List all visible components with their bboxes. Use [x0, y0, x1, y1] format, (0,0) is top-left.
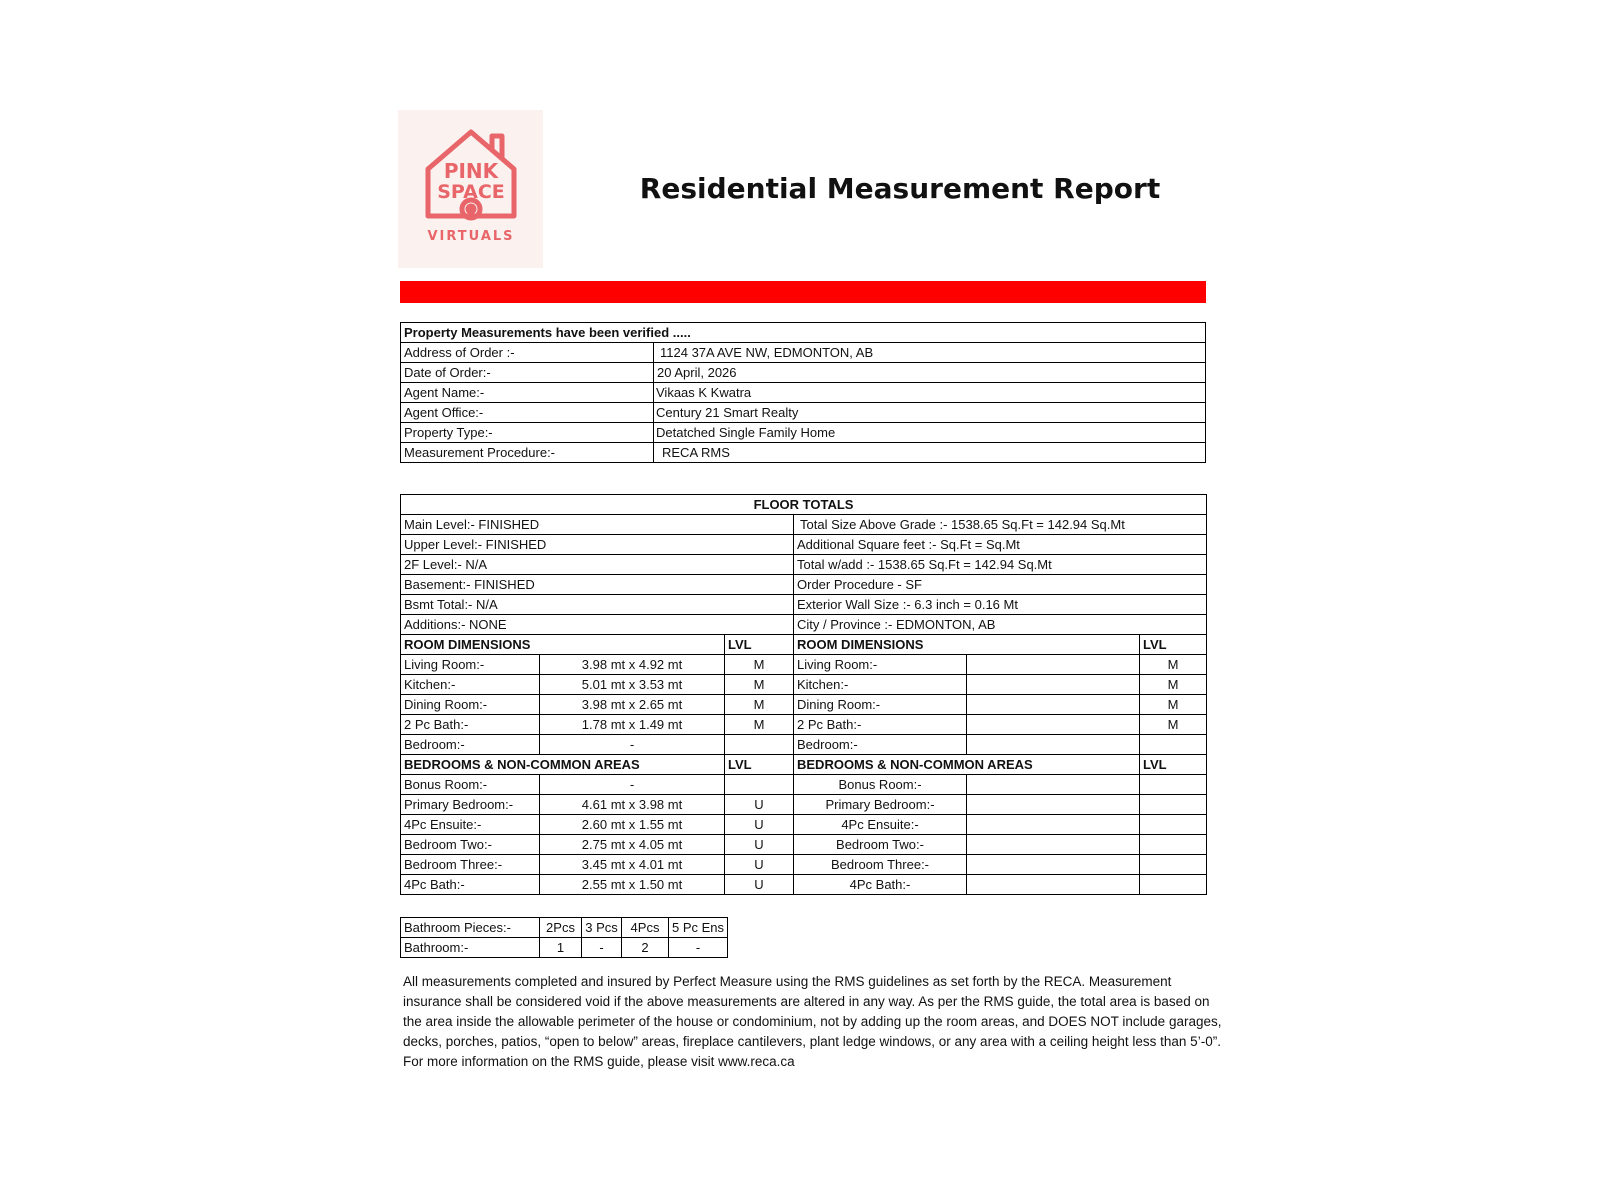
- room-dims: 4.61 mt x 3.98 mt: [540, 795, 725, 815]
- table-row: [401, 875, 1207, 895]
- bath-col-header: 3 Pcs: [582, 918, 622, 938]
- lvl-header: LVL: [1140, 635, 1207, 655]
- floor-right: Order Procedure - SF: [794, 575, 1207, 595]
- row-value: Detatched Single Family Home: [654, 423, 1206, 443]
- room-dims: [967, 775, 1140, 795]
- room-lvl: [1140, 855, 1207, 875]
- room-dims: 3.98 mt x 2.65 mt: [540, 695, 725, 715]
- room-name: Bedroom:-: [401, 735, 540, 755]
- table-row: [401, 815, 1207, 835]
- floor-right: Total Size Above Grade :- 1538.65 Sq.Ft = 142.94 Sq.Mt: [794, 515, 1207, 535]
- table-row: [401, 443, 1206, 463]
- logo-text-pink: PINK: [443, 159, 498, 183]
- room-lvl: [1140, 775, 1207, 795]
- table-row: [401, 515, 1207, 535]
- row-label: Date of Order:-: [401, 363, 654, 383]
- room-name: Bedroom Two:-: [794, 835, 967, 855]
- row-value: Vikaas K Kwatra: [654, 383, 1206, 403]
- room-name: Primary Bedroom:-: [794, 795, 967, 815]
- bath-col-header: 5 Pc Ens: [669, 918, 728, 938]
- room-name: Bedroom:-: [794, 735, 967, 755]
- verification-table: [400, 322, 1206, 463]
- room-name: Living Room:-: [794, 655, 967, 675]
- table-row: [401, 715, 1207, 735]
- room-dims: -: [540, 775, 725, 795]
- lvl-header: LVL: [1140, 755, 1207, 775]
- house-logo-icon: [416, 124, 526, 254]
- room-lvl: M: [1140, 675, 1207, 695]
- floor-left: Bsmt Total:- N/A: [401, 595, 794, 615]
- floor-right: City / Province :- EDMONTON, AB: [794, 615, 1207, 635]
- room-dims: [967, 735, 1140, 755]
- room-name: 2 Pc Bath:-: [401, 715, 540, 735]
- room-dims: 3.98 mt x 4.92 mt: [540, 655, 725, 675]
- bedrooms-header: BEDROOMS & NON-COMMON AREAS: [794, 755, 1140, 775]
- bath-value: 2: [622, 938, 669, 958]
- table-row: [401, 595, 1207, 615]
- table-row: [401, 755, 1207, 775]
- room-dims: 2.75 mt x 4.05 mt: [540, 835, 725, 855]
- lvl-header: LVL: [725, 755, 794, 775]
- row-value: Century 21 Smart Realty: [654, 403, 1206, 423]
- floor-right: Exterior Wall Size :- 6.3 inch = 0.16 Mt: [794, 595, 1207, 615]
- room-name: 4Pc Ensuite:-: [401, 815, 540, 835]
- room-dims: [967, 855, 1140, 875]
- table-row: [401, 635, 1207, 655]
- room-name: 4Pc Ensuite:-: [794, 815, 967, 835]
- row-value: 20 April, 2026: [654, 363, 1206, 383]
- room-name: 4Pc Bath:-: [401, 875, 540, 895]
- room-name: Dining Room:-: [401, 695, 540, 715]
- room-lvl: U: [725, 815, 794, 835]
- table-row: [401, 423, 1206, 443]
- row-label: Property Type:-: [401, 423, 654, 443]
- room-name: Bedroom Three:-: [401, 855, 540, 875]
- floor-left: Upper Level:- FINISHED: [401, 535, 794, 555]
- room-dims: [967, 675, 1140, 695]
- disclaimer-text: All measurements completed and insured by Perfect Measure using the RMS guidelines as set forth by the RECA. Measurement insurance shall be considered void if the above measurements are altered in any way. As per the RMS guide, the total area is based on the area inside the allowable perimeter of the house or condominium, not by adding up the room areas, and DOES NOT include garages, decks, porches, patios, “open to below” areas, fireplace cantilevers, plant ledge windows, or any area with a ceiling height less than 5’-0”. For more information on the RMS guide, please visit www.reca.ca: [403, 974, 1222, 1069]
- bath-header-label: Bathroom Pieces:-: [401, 918, 540, 938]
- table-row: [401, 575, 1207, 595]
- room-name: Kitchen:-: [401, 675, 540, 695]
- table-row: [401, 775, 1207, 795]
- room-dims: [967, 795, 1140, 815]
- room-lvl: U: [725, 835, 794, 855]
- room-lvl: [725, 735, 794, 755]
- floor-right: Total w/add :- 1538.65 Sq.Ft = 142.94 Sq.Mt: [794, 555, 1207, 575]
- bath-col-header: 2Pcs: [540, 918, 582, 938]
- header-divider-bar: [400, 281, 1206, 303]
- room-dims: 2.60 mt x 1.55 mt: [540, 815, 725, 835]
- table-row: [401, 535, 1207, 555]
- room-lvl: M: [725, 695, 794, 715]
- floor-totals-table: [400, 494, 1207, 895]
- table-row: [401, 383, 1206, 403]
- room-dims: 5.01 mt x 3.53 mt: [540, 675, 725, 695]
- room-dims: -: [540, 735, 725, 755]
- room-lvl: [1140, 835, 1207, 855]
- report-title: Residential Measurement Report: [639, 172, 1161, 205]
- room-dims: 2.55 mt x 1.50 mt: [540, 875, 725, 895]
- room-dims: [967, 695, 1140, 715]
- room-name: Kitchen:-: [794, 675, 967, 695]
- row-value: RECA RMS: [654, 443, 1206, 463]
- room-lvl: [1140, 875, 1207, 895]
- room-lvl: U: [725, 795, 794, 815]
- table-row: [401, 675, 1207, 695]
- row-value: 1124 37A AVE NW, EDMONTON, AB: [654, 343, 1206, 363]
- room-lvl: U: [725, 875, 794, 895]
- room-dims: 3.45 mt x 4.01 mt: [540, 855, 725, 875]
- room-name: Bonus Room:-: [794, 775, 967, 795]
- row-label: Agent Office:-: [401, 403, 654, 423]
- room-name: Dining Room:-: [794, 695, 967, 715]
- room-lvl: M: [725, 655, 794, 675]
- logo-text-virtuals: VIRTUALS: [426, 229, 515, 244]
- floor-left: Additions:- NONE: [401, 615, 794, 635]
- room-lvl: M: [1140, 695, 1207, 715]
- floor-left: 2F Level:- N/A: [401, 555, 794, 575]
- table-row: [401, 795, 1207, 815]
- table-row: [401, 835, 1207, 855]
- table-row: [401, 363, 1206, 383]
- bathroom-pieces-table: [400, 917, 728, 958]
- room-dims: 1.78 mt x 1.49 mt: [540, 715, 725, 735]
- room-name: Bedroom Two:-: [401, 835, 540, 855]
- table-row: [401, 403, 1206, 423]
- bath-value: 1: [540, 938, 582, 958]
- floor-totals-heading: FLOOR TOTALS: [401, 495, 1207, 515]
- room-lvl: M: [725, 675, 794, 695]
- room-lvl: M: [725, 715, 794, 735]
- row-label: Agent Name:-: [401, 383, 654, 403]
- table-row: [401, 855, 1207, 875]
- verification-heading: Property Measurements have been verified .....: [401, 323, 1206, 343]
- row-label: Address of Order :-: [401, 343, 654, 363]
- room-dims: [967, 875, 1140, 895]
- room-dimensions-header: ROOM DIMENSIONS: [794, 635, 1140, 655]
- room-name: Primary Bedroom:-: [401, 795, 540, 815]
- room-lvl: M: [1140, 655, 1207, 675]
- floor-left: Basement:- FINISHED: [401, 575, 794, 595]
- room-lvl: U: [725, 855, 794, 875]
- room-name: 4Pc Bath:-: [794, 875, 967, 895]
- table-row: [401, 918, 728, 938]
- bath-value: -: [669, 938, 728, 958]
- room-dims: [967, 815, 1140, 835]
- table-row: [401, 695, 1207, 715]
- company-logo: [398, 110, 543, 268]
- bath-value: -: [582, 938, 622, 958]
- bath-col-header: 4Pcs: [622, 918, 669, 938]
- table-row: [401, 735, 1207, 755]
- room-lvl: [725, 775, 794, 795]
- room-lvl: [1140, 815, 1207, 835]
- room-name: 2 Pc Bath:-: [794, 715, 967, 735]
- room-name: Bonus Room:-: [401, 775, 540, 795]
- room-dims: [967, 835, 1140, 855]
- table-row: [401, 938, 728, 958]
- lvl-header: LVL: [725, 635, 794, 655]
- room-name: Living Room:-: [401, 655, 540, 675]
- room-dims: [967, 715, 1140, 735]
- table-row: [401, 343, 1206, 363]
- bath-row-label: Bathroom:-: [401, 938, 540, 958]
- logo-text-space: SPACE: [436, 181, 505, 203]
- room-lvl: [1140, 735, 1207, 755]
- room-lvl: [1140, 795, 1207, 815]
- room-dimensions-header: ROOM DIMENSIONS: [401, 635, 725, 655]
- floor-left: Main Level:- FINISHED: [401, 515, 794, 535]
- table-row: [401, 655, 1207, 675]
- table-row: [401, 615, 1207, 635]
- row-label: Measurement Procedure:-: [401, 443, 654, 463]
- room-name: Bedroom Three:-: [794, 855, 967, 875]
- bedrooms-header: BEDROOMS & NON-COMMON AREAS: [401, 755, 725, 775]
- floor-right: Additional Square feet :- Sq.Ft = Sq.Mt: [794, 535, 1207, 555]
- room-lvl: M: [1140, 715, 1207, 735]
- table-row: [401, 555, 1207, 575]
- room-dims: [967, 655, 1140, 675]
